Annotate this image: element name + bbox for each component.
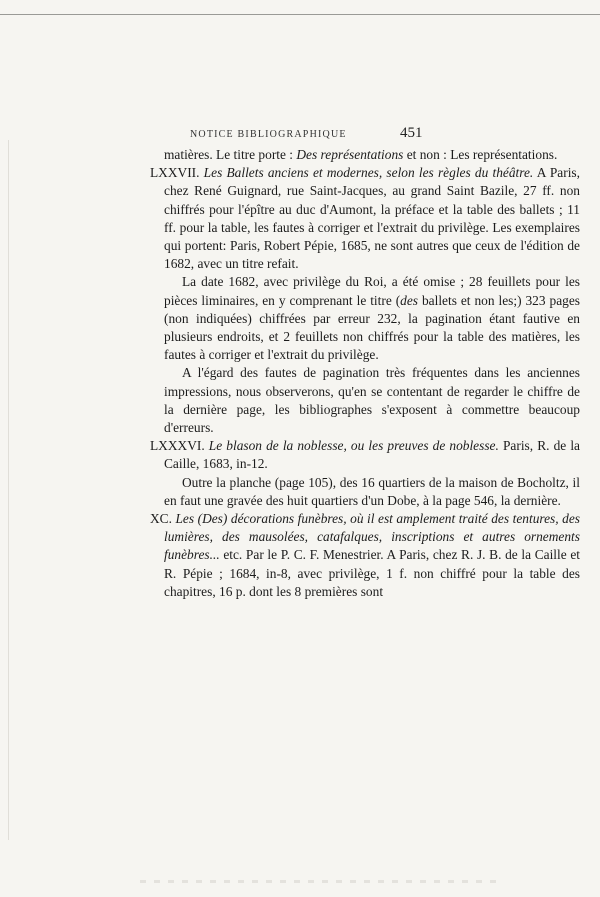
page-number: 451 xyxy=(400,125,423,141)
entry-number: XC. xyxy=(150,511,172,527)
entry-text: Paris, R. de la Caille, 1683, in-12. xyxy=(164,438,580,472)
entry-number: LXXXVI. xyxy=(150,438,205,454)
continuation-text-end: et non : Les représentations. xyxy=(403,147,558,162)
entry-lxxxvi-note: Outre la planche (page 105), des 16 quartiers de la maison de Bocholtz, il en faut une gravée des huit quartiers d'un Dobe, à la page 546, la dernière. xyxy=(164,474,580,508)
entry-text: A Paris, chez René Guignard, rue Saint-Jacques, au grand Saint Bazile, 27 ff. non chiffrés pour l'épître au duc d'Aumont, la préface et la table des ballets ; 11 ff. pour la table, les fautes à corriger et l'extrait du privilège. Les exemplaires qui portent: Paris, Robert Pépie, 1685, ne sont autres que ceux de l'édition de 1682, avec un titre refait. xyxy=(164,165,580,272)
continuation-text: matières. Le titre porte : xyxy=(164,147,297,162)
entry-lxxvii-note-2: A l'égard des fautes de pagination très fréquentes dans les anciennes impressions, nous observerons, qu'en se contentant de regarder le chiffre de la dernière page, les bibliographes s'exposent à commettre beaucoup d'erreurs. xyxy=(164,365,580,436)
entry-number: LXXVII. xyxy=(150,165,200,181)
page-top-rule xyxy=(0,14,600,15)
entry-title: Les Ballets anciens et modernes, selon les règles du théâtre. xyxy=(203,165,534,181)
entry-lxxxvi xyxy=(150,437,580,473)
entry-lxxvii xyxy=(150,164,580,273)
entry-text: etc. Par le P. C. F. Menestrier. A Paris, chez R. J. B. de la Caille et R. Pépie ; 1684, in-8, avec privilège, 1 f. non chiffré pour la table des chapitres, 16 p. dont les 8 premières sont xyxy=(164,547,580,599)
note-text-end: ballets et non les;) 323 pages (non indiquées) chiffrées par erreur 232, la pagination étant fautive en plusieurs endroits, et 2 feuillets non chiffrés pour la table des matières, les fautes à corriger et l'extrait du privilège. xyxy=(164,292,581,363)
note-text: La date 1682, avec privilège du Roi, a été omise ; 28 feuillets pour les pièces liminaires, en y comprenant le titre ( xyxy=(164,274,580,308)
entry-lxxvii-note-1 xyxy=(150,273,580,364)
entry-title: Les (Des) décorations funèbres, où il est amplement traité des tentures, des lumières, des mausolées, catafalques, inscriptions et autres ornements funèbres... xyxy=(164,511,580,563)
page-header xyxy=(0,127,600,147)
entry-title: Le blason de la noblesse, ou les preuves de noblesse. xyxy=(208,438,499,454)
page-body xyxy=(150,146,580,601)
continuation-italic: Des représentations xyxy=(296,147,404,162)
note-italic: des xyxy=(400,292,419,308)
bottom-bleed-through xyxy=(140,880,500,883)
entry-xc xyxy=(150,510,580,601)
running-title: NOTICE BIBLIOGRAPHIQUE xyxy=(190,129,347,140)
page-edge-shadow xyxy=(8,140,9,840)
continuation-paragraph xyxy=(150,146,580,164)
